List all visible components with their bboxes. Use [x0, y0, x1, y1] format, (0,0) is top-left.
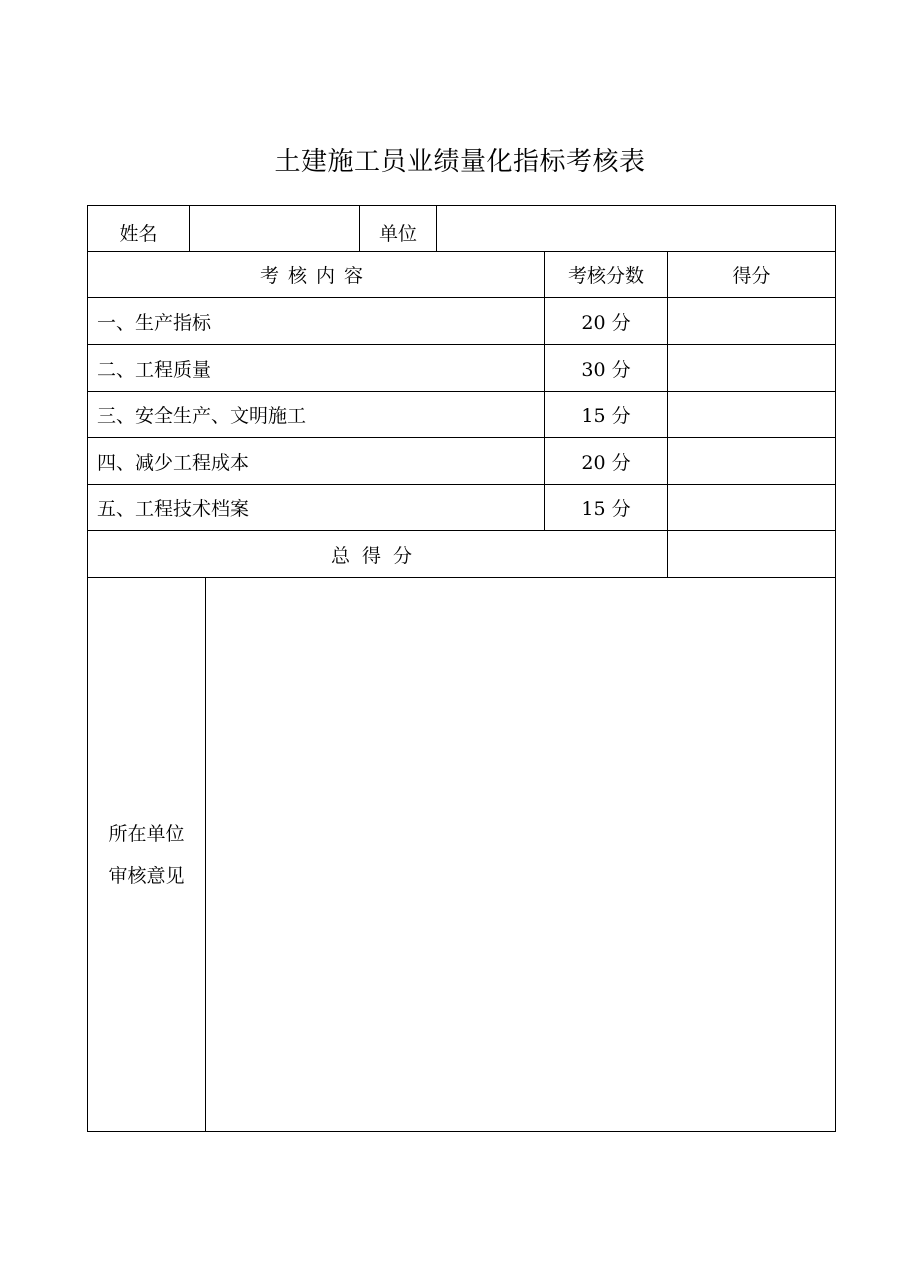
row-score-field[interactable]: [668, 345, 835, 391]
row-score-field[interactable]: [668, 298, 835, 344]
row-full-score: 15 分: [581, 405, 631, 427]
opinion-field[interactable]: [206, 578, 835, 1131]
row-item: 四、减少工程成本: [97, 451, 250, 474]
row-full-score: 15 分: [581, 498, 631, 520]
row-item: 五、工程技术档案: [97, 498, 250, 520]
unit-field[interactable]: [437, 206, 835, 251]
row-score-field[interactable]: [668, 392, 835, 437]
row-item: 一、生产指标: [97, 311, 212, 334]
opinion-label: [88, 578, 205, 1131]
page-title: 土建施工员业绩量化指标考核表: [274, 147, 646, 177]
row-item: 三、安全生产、文明施工: [97, 405, 307, 427]
total-label: 总得分: [330, 544, 424, 567]
header-content: 考核内容: [259, 265, 372, 287]
row-item: 二、工程质量: [97, 358, 212, 381]
name-field[interactable]: [190, 206, 359, 251]
header-score: 得分: [732, 265, 771, 287]
opinion-label-line2: 审核意见: [108, 864, 185, 887]
name-label: 姓名: [119, 222, 158, 245]
table-border-bottom: [87, 1131, 836, 1132]
row-score-field[interactable]: [668, 485, 835, 530]
row-score-field[interactable]: [668, 438, 835, 484]
header-full-score: 考核分数: [567, 265, 644, 287]
unit-label: 单位: [378, 222, 417, 245]
total-score-field[interactable]: [668, 531, 835, 577]
row-full-score: 30 分: [581, 358, 631, 381]
row-full-score: 20 分: [581, 311, 631, 334]
row-full-score: 20 分: [581, 451, 631, 474]
opinion-label-line1: 所在单位: [108, 822, 185, 845]
